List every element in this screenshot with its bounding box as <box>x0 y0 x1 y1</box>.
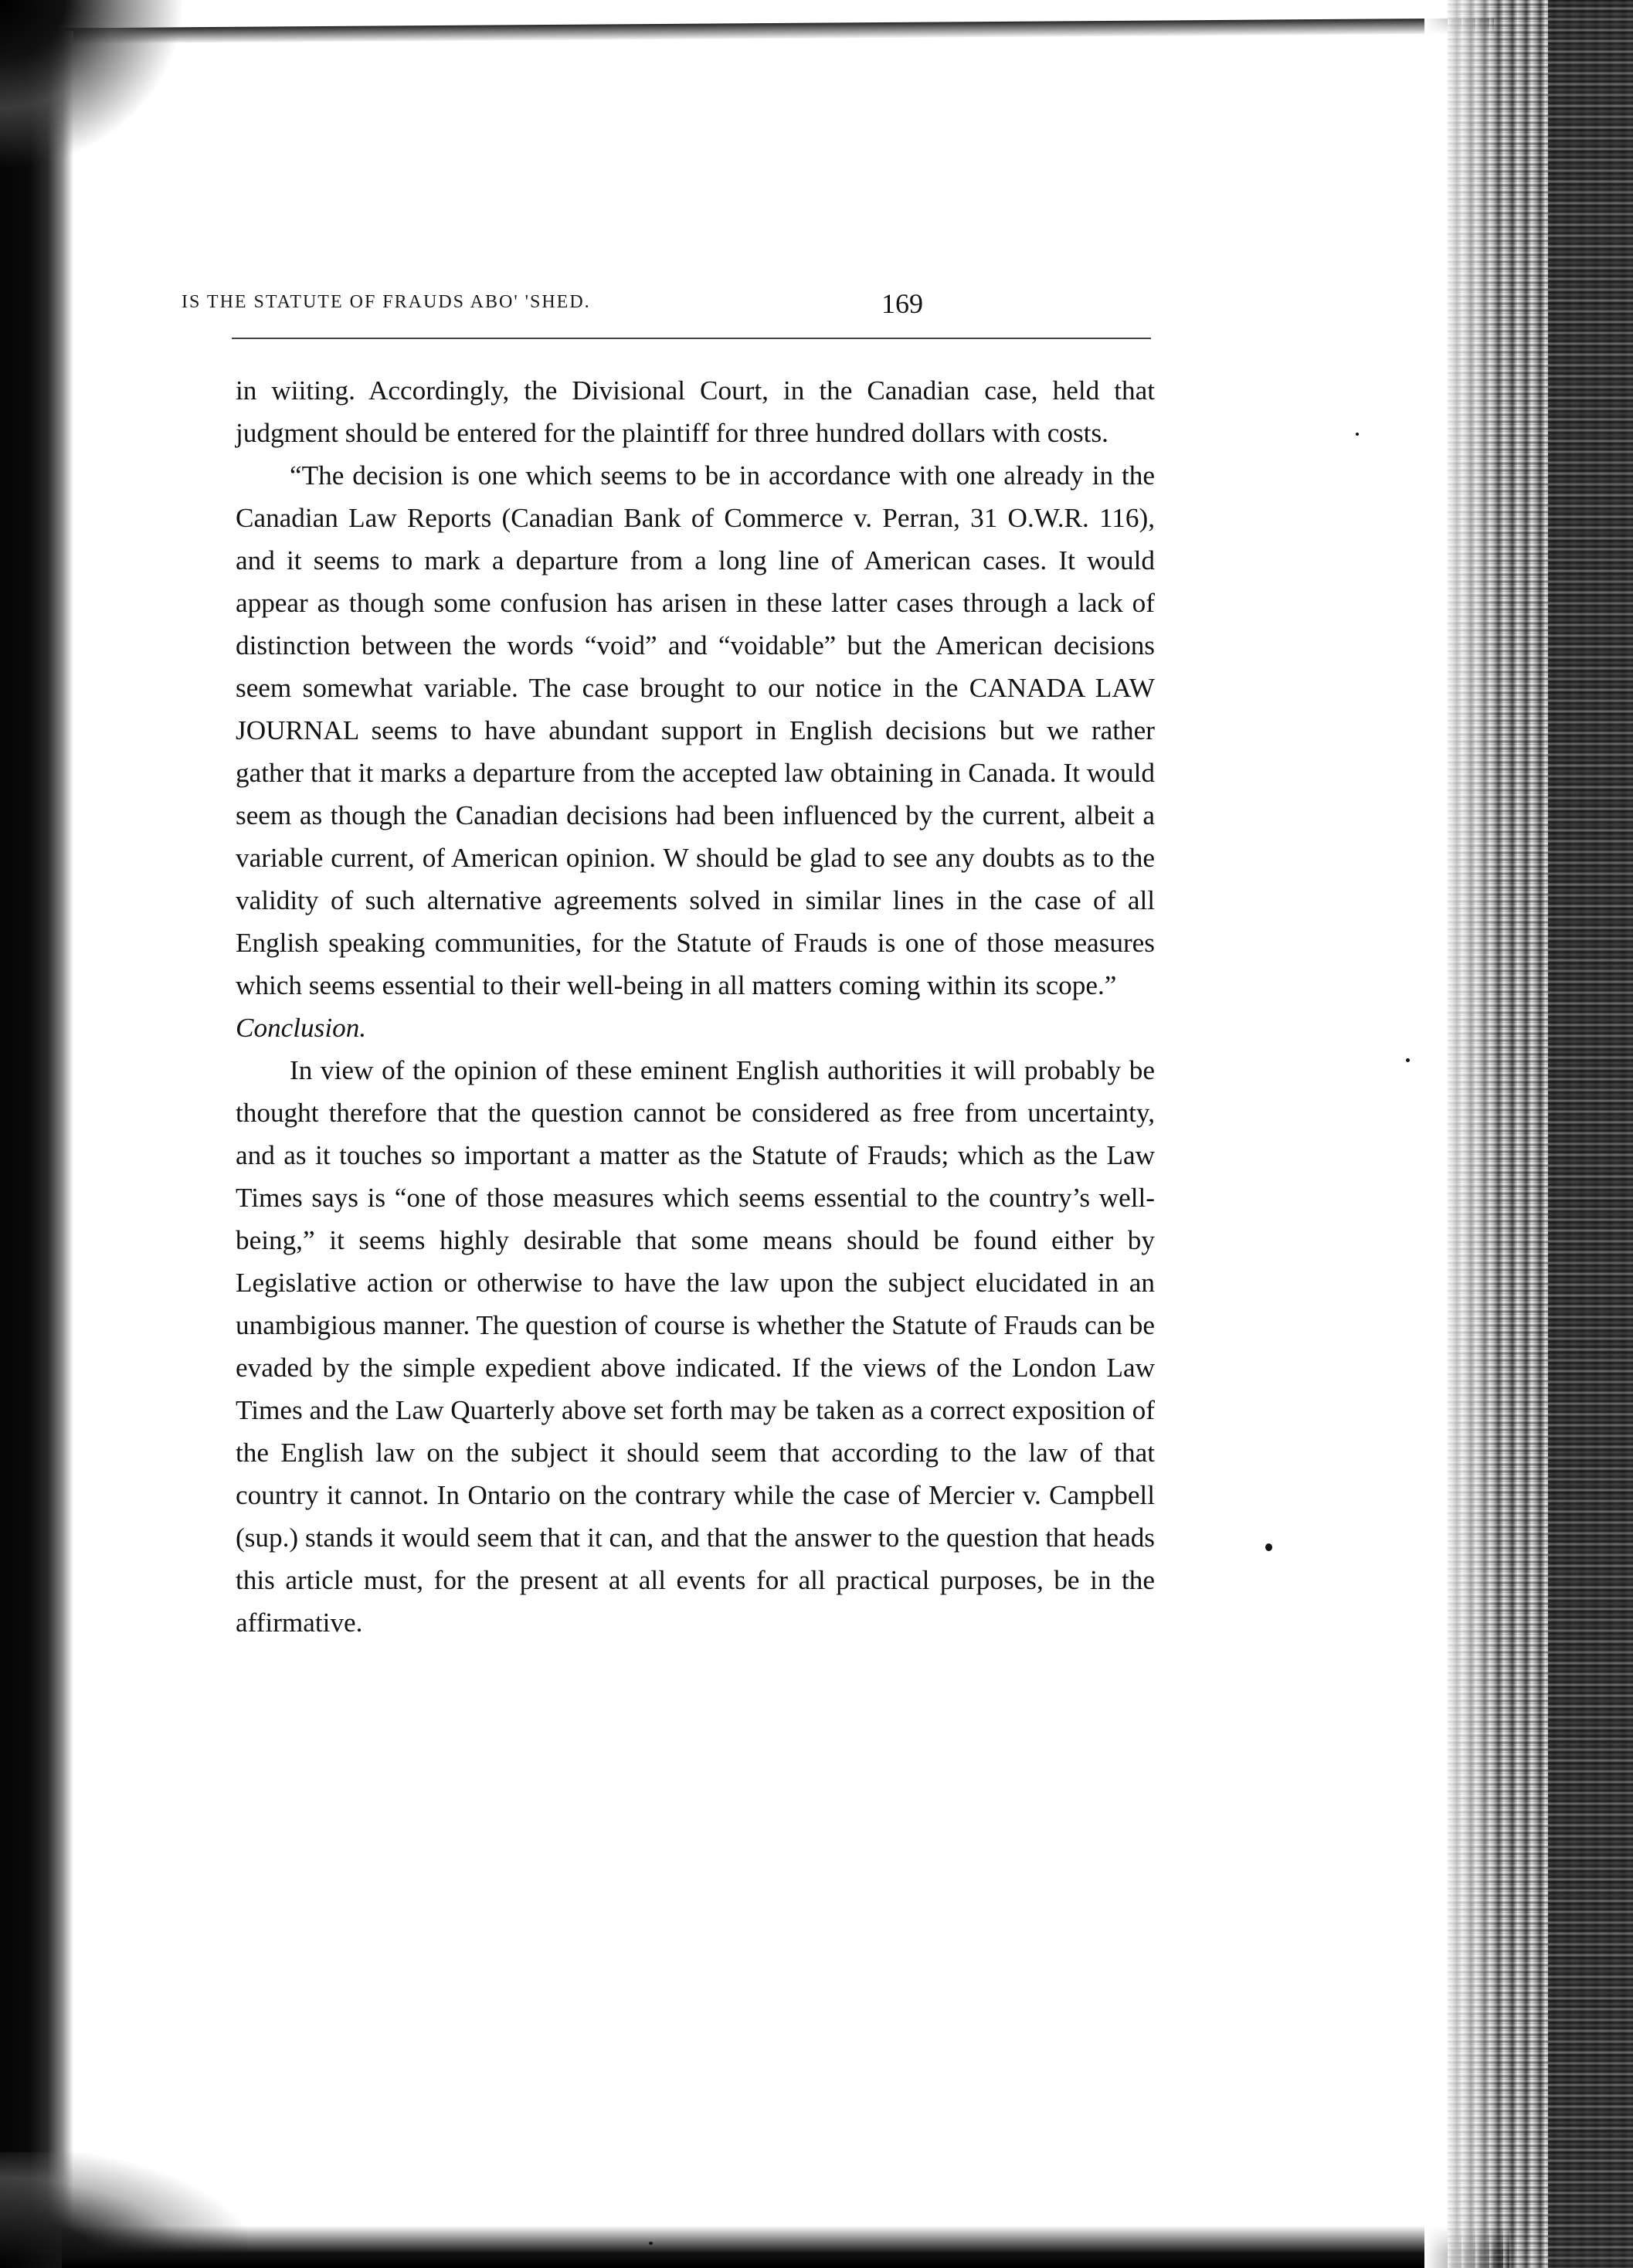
scan-top-edge <box>0 0 1633 62</box>
article-body <box>236 369 1155 1644</box>
section-heading: Conclusion. <box>236 1013 367 1043</box>
running-head: IS THE STATUTE OF FRAUDS ABO' 'SHED. <box>182 292 591 312</box>
speck <box>649 2242 653 2245</box>
scan-page-edges-dark <box>1548 0 1633 2268</box>
paragraph-quotation: “The decision is one which seems to be in accordance with one already in the Canadian Law Reports (Canadian Bank of Commerce v. Perran, 31 O.W.R. 116), and it seems to mark a departure from a long line of American cases. It would appear as though some confusion has arisen in these latter cases through a lack of distinction between the words “void” and “voidable” but the American decisions seem somewhat variable. The case brought to our notice in the CANADA LAW JOURNAL seems to have abundant support in English decisions but we rather gather that it marks a departure from the accepted law obtaining in Canada. It would seem as though the Canadian decisions had been influenced by the current, albeit a variable current, of American opinion. W should be glad to see any doubts as to the validity of such alternative agreements solved in similar lines in the case of all English speaking communities, for the Statute of Frauds is one of those measures which seems essential to their well-being in all matters coming within its scope.” <box>236 460 1155 1000</box>
paragraph: in wiiting. Accordingly, the Divisional Court, in the Canadian case, held that judgment should be entered for the plaintiff for three hundred dollars with costs. <box>236 375 1155 448</box>
speck <box>1356 433 1359 436</box>
speck <box>1406 1058 1410 1062</box>
speck <box>1265 1543 1272 1551</box>
page-number: 169 <box>881 288 923 319</box>
header-rule <box>232 338 1151 339</box>
scan-page-edges-fade <box>1424 0 1502 2268</box>
page-header <box>182 287 923 326</box>
scan-corner-shadow <box>0 0 185 170</box>
scan-bottom-edge <box>62 2226 1509 2268</box>
scan-binding-shadow <box>0 31 73 2268</box>
paragraph-conclusion: In view of the opinion of these eminent English authorities it will probably be thought therefore that the question cannot be considered as free from uncertainty, and as it touches so important a matter as the Statute of Frauds; which as the Law Times says is “one of those measures which seems essential to the country’s well-being,” it seems highly desirable that some means should be found either by Legislative action or otherwise to have the law upon the subject elucidated in an unambigious manner. The question of course is whether the Statute of Frauds can be evaded by the simple expedient above indicated. If the views of the London Law Times and the Law Quarterly above set forth may be taken as a correct exposition of the English law on the subject it should seem that according to the law of that country it cannot. In Ontario on the contrary while the case of Mercier v. Campbell (sup.) stands it would seem that it can, and that the answer to the question that heads this article must, for the present at all events for all practical purposes, be in the affirmative. <box>236 1055 1155 1638</box>
